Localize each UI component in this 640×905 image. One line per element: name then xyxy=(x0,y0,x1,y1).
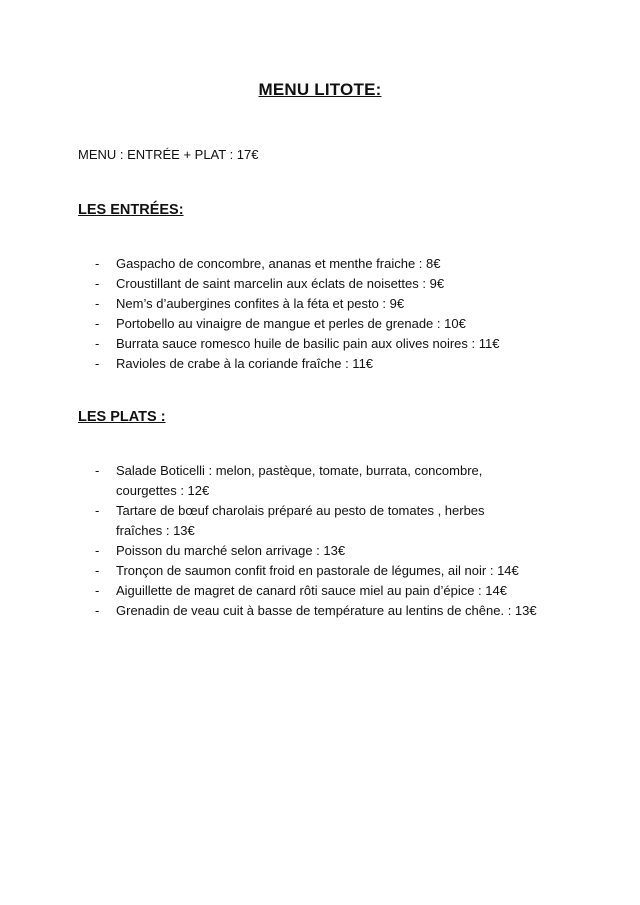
list-item xyxy=(78,541,578,561)
list-item xyxy=(78,461,578,501)
bullet-dash: - xyxy=(95,563,100,578)
bullet-dash: - xyxy=(95,296,100,311)
bullet-dash: - xyxy=(95,356,100,371)
list-item xyxy=(78,314,578,334)
dish-text: Nem’s d’aubergines confites à la féta et pesto : 9€ xyxy=(116,296,405,311)
plats-list xyxy=(78,461,578,621)
dish-text: Tronçon de saumon confit froid en pastorale de légumes, ail noir : 14€ xyxy=(116,563,519,578)
bullet-dash: - xyxy=(95,316,100,331)
bullet-dash: - xyxy=(95,543,100,558)
dish-text: Poisson du marché selon arrivage : 13€ xyxy=(116,543,346,558)
dish-text: Aiguillette de magret de canard rôti sauce miel au pain d’épice : 14€ xyxy=(116,583,507,598)
list-item xyxy=(78,601,578,621)
bullet-dash: - xyxy=(95,463,100,478)
bullet-dash: - xyxy=(95,336,100,351)
bullet-dash: - xyxy=(95,603,100,618)
plats-heading: LES PLATS : xyxy=(78,409,166,425)
dish-text: Grenadin de veau cuit à basse de température au lentins de chêne. : 13€ xyxy=(116,603,537,618)
bullet-dash: - xyxy=(95,583,100,598)
dish-text: Croustillant de saint marcelin aux éclats de noisettes : 9€ xyxy=(116,276,445,291)
dish-text: Ravioles de crabe à la coriande fraîche : 11€ xyxy=(116,356,374,371)
list-item xyxy=(78,501,578,541)
entrees-list xyxy=(78,254,578,374)
list-item xyxy=(78,294,578,314)
dish-text: Portobello au vinaigre de mangue et perles de grenade : 10€ xyxy=(116,316,466,331)
menu-formula: MENU : ENTRÉE + PLAT : 17€ xyxy=(78,147,259,162)
list-item xyxy=(78,274,578,294)
bullet-dash: - xyxy=(95,256,100,271)
dish-text: Salade Boticelli : melon, pastèque, tomate, burrata, concombre, courgettes : 12€ xyxy=(116,463,483,498)
list-item xyxy=(78,581,578,601)
entrees-heading: LES ENTRÉES: xyxy=(78,202,184,218)
dish-text: Burrata sauce romesco huile de basilic pain aux olives noires : 11€ xyxy=(116,336,500,351)
page-title: MENU LITOTE: xyxy=(258,80,382,99)
dish-text: Gaspacho de concombre, ananas et menthe fraiche : 8€ xyxy=(116,256,441,271)
list-item xyxy=(78,561,578,581)
bullet-dash: - xyxy=(95,276,100,291)
dish-text: Tartare de bœuf charolais préparé au pesto de tomates , herbes fraîches : 13€ xyxy=(116,503,485,538)
list-item xyxy=(78,354,578,374)
list-item xyxy=(78,334,578,354)
list-item xyxy=(78,254,578,274)
bullet-dash: - xyxy=(95,503,100,518)
